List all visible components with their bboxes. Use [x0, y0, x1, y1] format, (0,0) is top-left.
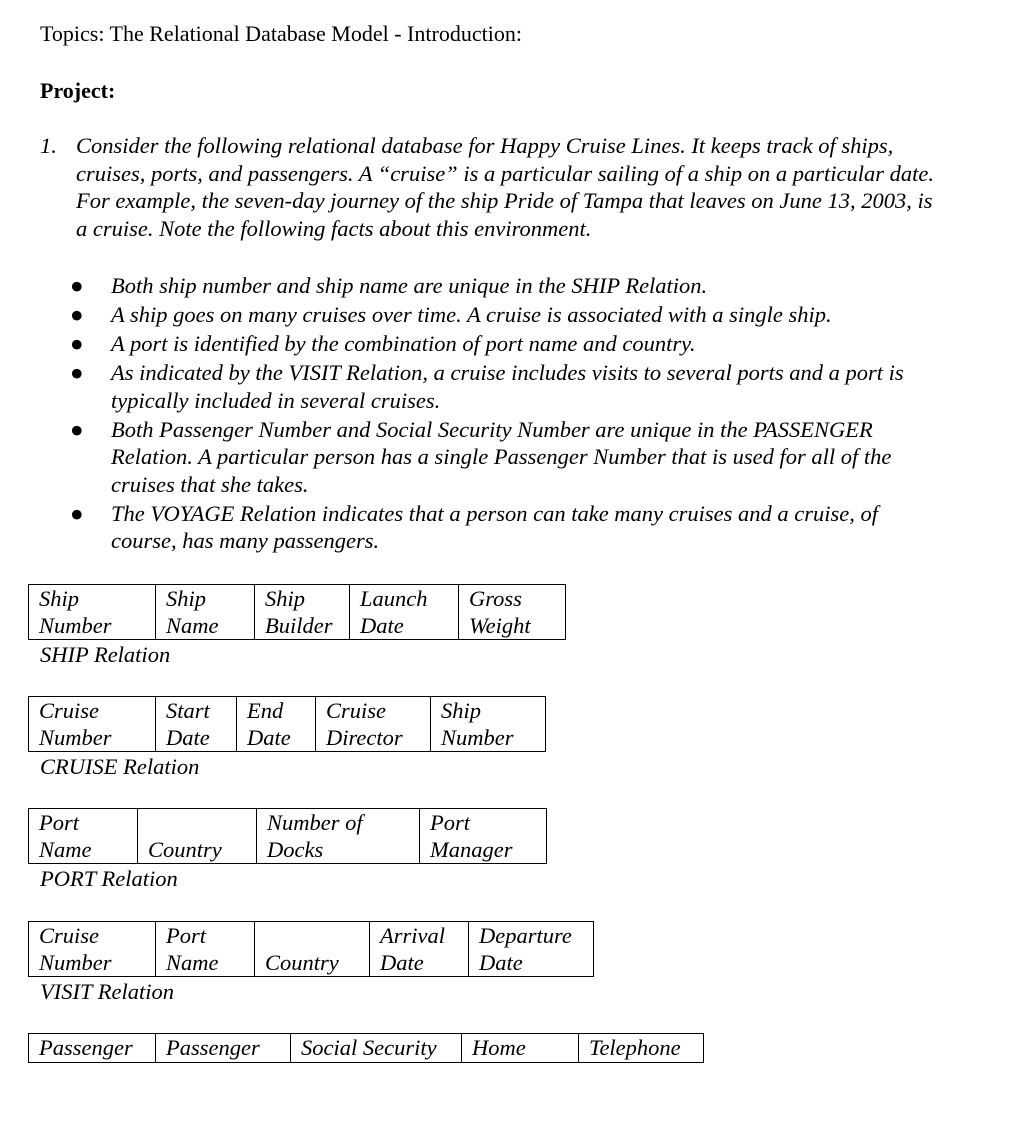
list-item: ● The VOYAGE Relation indicates that a person can take many cruises and a cruise, of course, has many passengers.	[70, 500, 879, 553]
bullet-icon: ●	[70, 331, 84, 356]
table-cell: Passenger	[29, 1034, 156, 1063]
table-cell: Cruise Director	[316, 697, 431, 752]
visit-relation-caption: VISIT Relation	[40, 979, 174, 1004]
table-cell: Ship Name	[156, 585, 255, 640]
cruise-relation-table	[28, 696, 546, 752]
list-item: ● Both ship number and ship name are unique in the SHIP Relation.	[70, 273, 708, 298]
table-cell: Port Name	[156, 922, 255, 977]
table-cell: Departure Date	[469, 922, 594, 977]
cruise-relation-caption: CRUISE Relation	[40, 754, 200, 779]
table-cell: Ship Number	[431, 697, 546, 752]
port-relation-table	[28, 808, 547, 864]
list-item: ● A port is identified by the combination of port name and country.	[70, 331, 696, 356]
table-cell: End Date	[237, 697, 316, 752]
ship-relation-table	[28, 584, 566, 640]
bullet-icon: ●	[70, 416, 84, 442]
table-cell: Ship Number	[29, 585, 156, 640]
topics-heading: Topics: The Relational Database Model - Introduction:	[40, 21, 522, 46]
project-heading: Project:	[40, 78, 116, 103]
list-item: ● As indicated by the VISIT Relation, a cruise includes visits to several ports and a port is typically included in several cruises.	[70, 360, 904, 413]
facts-list	[70, 272, 940, 556]
table-cell: Number of Docks	[257, 809, 420, 864]
list-item: ● Both Passenger Number and Social Security Number are unique in the PASSENGER Relation. A particular person has a single Passenger Number that is used for all of the cruises that she takes.	[70, 416, 892, 497]
list-item: ● A ship goes on many cruises over time. A cruise is associated with a single ship.	[70, 302, 832, 327]
table-cell: Start Date	[156, 697, 237, 752]
bullet-icon: ●	[70, 360, 84, 385]
table-cell: Port Name	[29, 809, 138, 864]
table-cell: Cruise Number	[29, 697, 156, 752]
table-cell: Launch Date	[350, 585, 459, 640]
question-text: Consider the following relational database for Happy Cruise Lines. It keeps track of ships, cruises, ports, and passengers. A “cruise” is a particular sailing of a ship on a particular date. For example, the seven-day journey of the ship Pride of Tampa that leaves on June 13, 2003, is a cruise. Note the following facts about this environment.	[76, 133, 934, 241]
passenger-relation-table	[28, 1033, 704, 1063]
bullet-icon: ●	[70, 302, 84, 327]
table-cell: Country	[255, 922, 370, 977]
question-number: 1.	[40, 133, 57, 158]
table-cell: Home	[462, 1034, 579, 1063]
table-cell: Gross Weight	[459, 585, 566, 640]
bullet-icon: ●	[70, 273, 84, 298]
visit-relation-table	[28, 921, 594, 977]
port-relation-caption: PORT Relation	[40, 866, 178, 891]
table-cell: Ship Builder	[255, 585, 350, 640]
ship-relation-caption: SHIP Relation	[40, 642, 171, 667]
table-cell: Country	[138, 809, 257, 864]
table-cell: Telephone	[579, 1034, 704, 1063]
question-1	[40, 132, 940, 242]
bullet-icon: ●	[70, 500, 84, 526]
table-cell: Social Security	[291, 1034, 462, 1063]
table-cell: Arrival Date	[370, 922, 469, 977]
table-cell: Cruise Number	[29, 922, 156, 977]
table-cell: Passenger	[156, 1034, 291, 1063]
table-cell: Port Manager	[420, 809, 547, 864]
